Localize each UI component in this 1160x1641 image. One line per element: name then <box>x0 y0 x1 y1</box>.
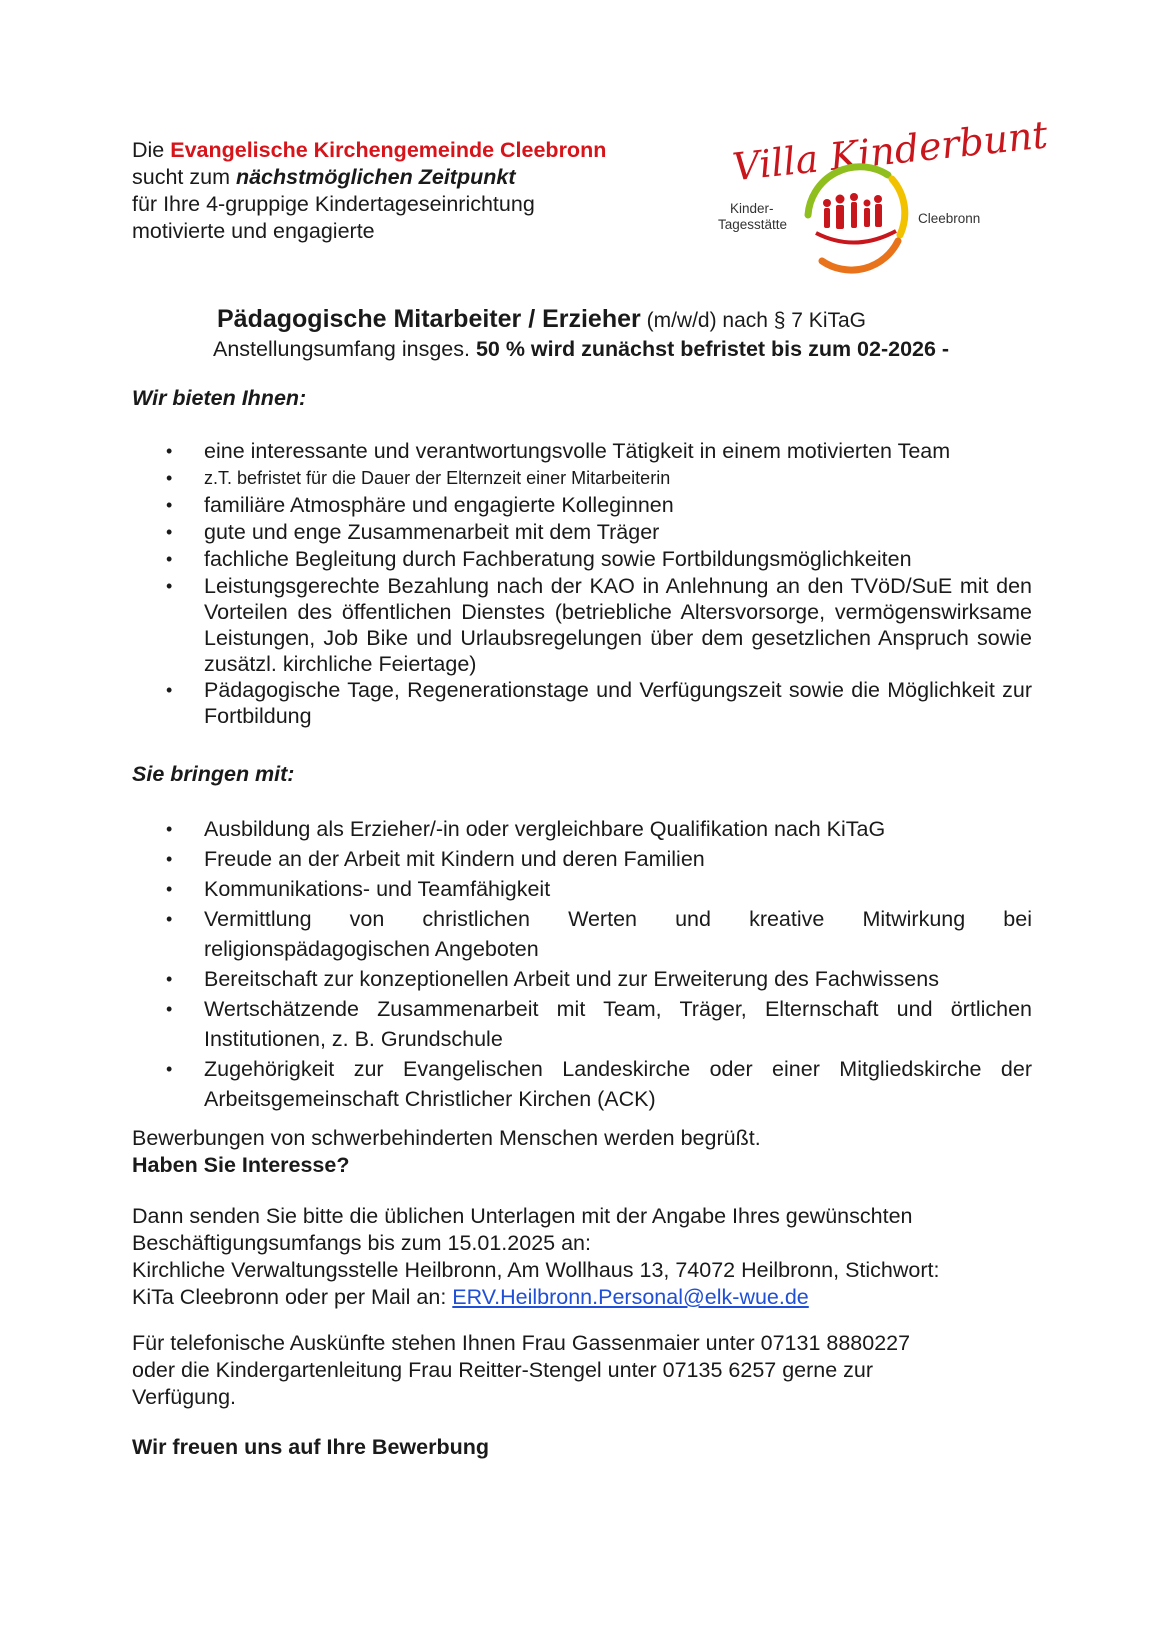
closing-line: Wir freuen uns auf Ihre Bewerbung <box>132 1435 489 1459</box>
list-item: • familiäre Atmosphäre und engagierte Kolleginnen <box>160 492 1032 519</box>
list-item: • Pädagogische Tage, Regenerationstage und Verfügungszeit sowie die Möglichkeit zur Fortbildung <box>160 677 1032 729</box>
list-item: • eine interessante und verantwortungsvolle Tätigkeit in einem motivierten Team <box>160 438 1032 465</box>
logo-graphic <box>718 112 1050 280</box>
list-item: • Leistungsgerechte Bezahlung nach der KAO in Anlehnung an den TVöD/SuE mit den Vorteilen des öffentlichen Dienstes (betriebliche Altersvorsorge, vermögenswirksame Leistungen, Job Bike und Urlaubsregelungen über dem gesetzlichen Anspruch sowie zusätzl. kirchliche Feiertage) <box>160 573 1032 677</box>
email-link[interactable]: ERV.Heilbronn.Personal@elk-wue.de <box>452 1285 809 1309</box>
list-item: • gute und enge Zusammenarbeit mit dem Träger <box>160 519 1032 546</box>
logo-arc-yellow <box>892 179 905 235</box>
logo-right-text: Cleebronn <box>918 211 981 226</box>
logo-swoosh <box>816 231 896 243</box>
list-item: • Kommunikations- und Teamfähigkeit <box>160 874 1032 904</box>
interest-question: Haben Sie Interesse? <box>132 1153 350 1177</box>
logo-left-text-1: Kinder- <box>730 201 774 216</box>
start-date-emphasis: nächstmöglichen Zeitpunkt <box>235 165 516 189</box>
intro-line-3: für Ihre 4-gruppige Kindertageseinrichtung <box>132 192 535 216</box>
list-item: • fachliche Begleitung durch Fachberatung sowie Fortbildungsmöglichkeiten <box>160 546 1032 573</box>
logo-left-text-2: Tagesstätte <box>718 217 788 232</box>
job-title: Pädagogische Mitarbeiter / Erzieher (m/w/d) nach § 7 KiTaG <box>217 305 866 333</box>
list-item: • Vermittlung von christlichen Werten und kreative Mitwirkung bei religionspädagogischen Angeboten <box>160 904 1032 964</box>
logo-arc-orange <box>822 241 898 270</box>
villa-kinderbunt-logo <box>718 112 1050 280</box>
list-item: • Ausbildung als Erzieher/-in oder vergleichbare Qualifikation nach KiTaG <box>160 814 1032 844</box>
organization-name: Evangelische Kirchengemeinde Cleebronn <box>170 138 607 162</box>
offer-list <box>160 438 1032 729</box>
disability-note: Bewerbungen von schwerbehinderten Menschen werden begrüßt. <box>132 1126 761 1150</box>
list-item: • Bereitschaft zur konzeptionellen Arbeit und zur Erweiterung des Fachwissens <box>160 964 1032 994</box>
logo-script: Villa Kinderbunt <box>730 112 1050 190</box>
requirements-heading: Sie bringen mit: <box>132 762 295 786</box>
intro-line-4: motivierte und engagierte <box>132 219 375 243</box>
job-subtitle: Anstellungsumfang insges. 50 % wird zunächst befristet bis zum 02-2026 - <box>213 337 950 361</box>
offer-heading: Wir bieten Ihnen: <box>132 386 307 410</box>
list-item: • Wertschätzende Zusammenarbeit mit Team, Träger, Elternschaft und örtlichen Institutionen, z. B. Grundschule <box>160 994 1032 1054</box>
list-item: • Freude an der Arbeit mit Kindern und deren Familien <box>160 844 1032 874</box>
list-item: • Zugehörigkeit zur Evangelischen Landeskirche oder einer Mitgliedskirche der Arbeitsgemeinschaft Christlicher Kirchen (ACK) <box>160 1054 1032 1114</box>
intro-line-2: sucht zum nächstmöglichen Zeitpunkt <box>132 165 516 189</box>
logo-people-icon <box>823 193 882 229</box>
intro-block <box>132 137 606 245</box>
list-item: • z.T. befristet für die Dauer der Elternzeit einer Mitarbeiterin <box>160 465 1032 492</box>
phone-contact: Für telefonische Auskünfte stehen Ihnen Frau Gassenmaier unter 07131 8880227 oder die Kindergartenleitung Frau Reitter-Stengel unter 07135 6257 gerne zur Verfügung. <box>132 1331 911 1409</box>
requirements-list <box>160 814 1032 1114</box>
intro-line-1: Die Evangelische Kirchengemeinde Cleebronn <box>132 138 607 162</box>
application-instructions: Dann senden Sie bitte die üblichen Unterlagen mit der Angabe Ihres gewünschten Beschäftigungsumfangs bis zum 15.01.2025 an: Kirchliche Verwaltungsstelle Heilbronn, Am Wollhaus 13, 74072 Heilbronn, Stichwort: KiTa Cleebronn oder per Mail an: ERV.Heilbronn.Personal@elk-wue.de <box>132 1204 940 1309</box>
